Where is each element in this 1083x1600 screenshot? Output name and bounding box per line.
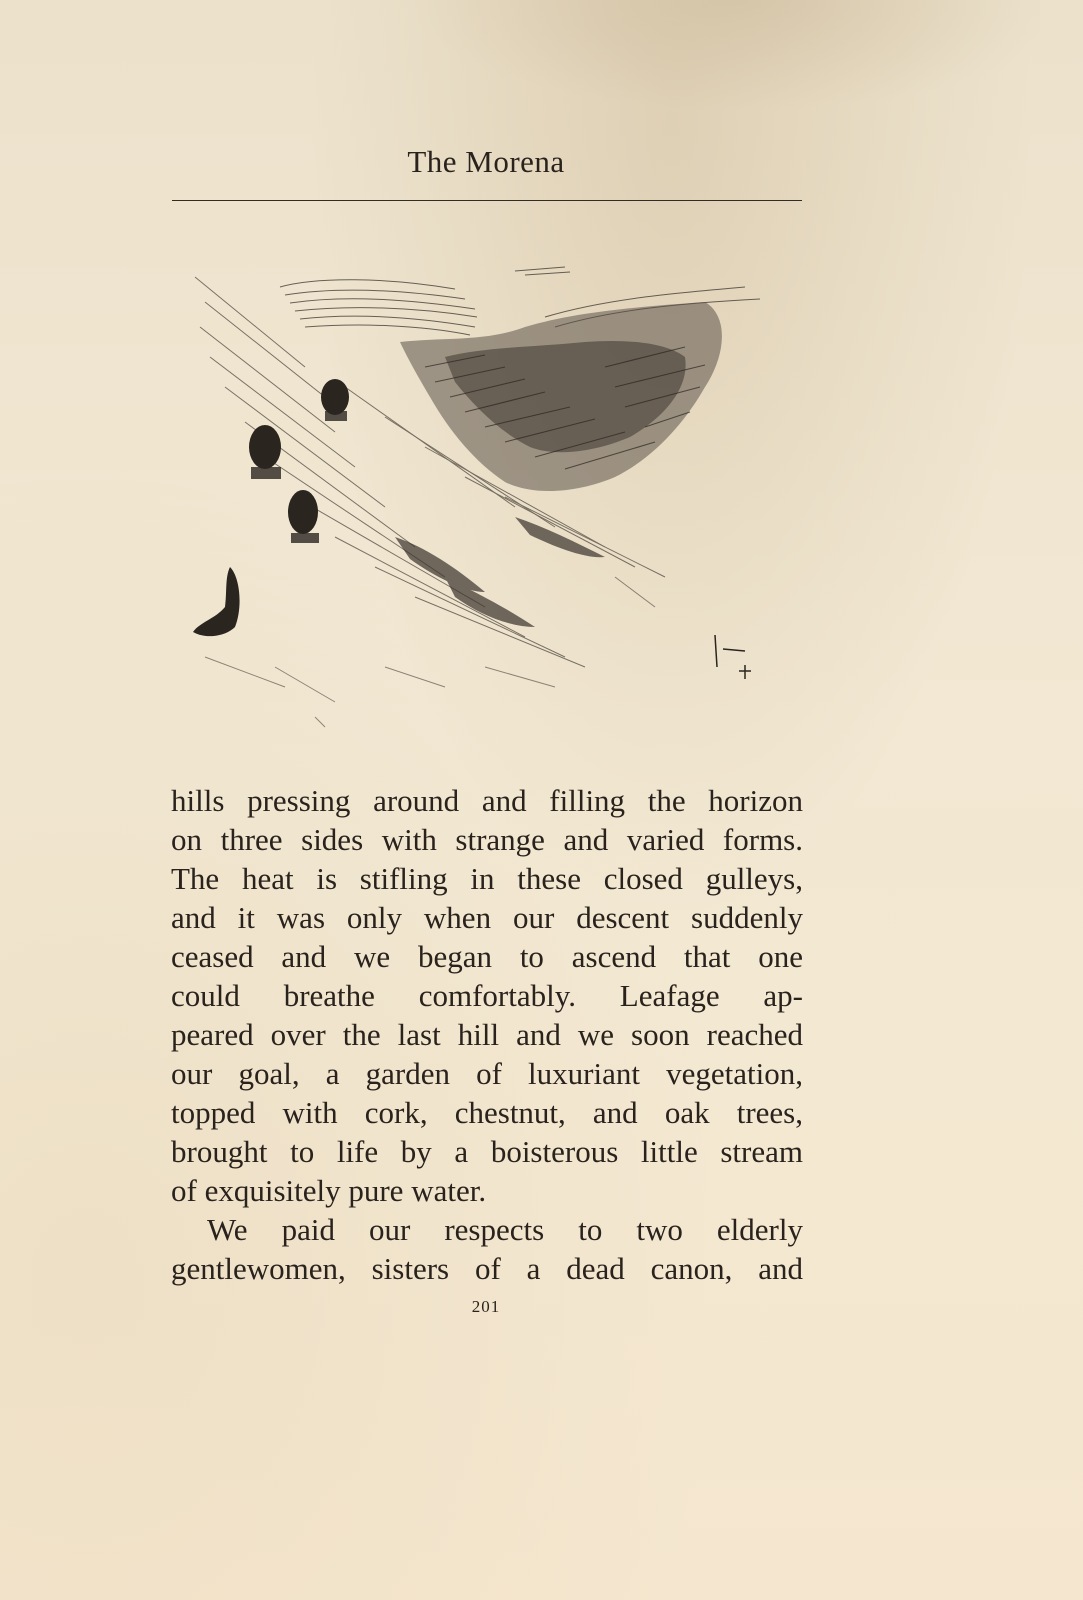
text-line: on three sides with strange and varied forms. [171, 822, 803, 857]
text-line: of exquisitely pure water. [171, 1173, 487, 1208]
text-line: ceased and we began to ascend that one [171, 939, 803, 974]
body-text [171, 781, 803, 1288]
text-line: could breathe comfortably. Leafage ap- [171, 978, 803, 1013]
mountain-pass-engraving [185, 247, 785, 747]
text-line: our goal, a garden of luxuriant vegetation, [171, 1056, 803, 1091]
text-line: and it was only when our descent suddenly [171, 900, 803, 935]
text-line: gentlewomen, sisters of a dead canon, and [171, 1251, 803, 1286]
text-line: The heat is stifling in these closed gulleys, [171, 861, 803, 896]
page-number: 201 [471, 1297, 501, 1316]
header-rule [172, 200, 802, 201]
text-line: We paid our respects to two elderly [207, 1212, 803, 1247]
paper-stain [380, 0, 1040, 120]
text-line: brought to life by a boisterous little stream [171, 1134, 803, 1169]
text-line: peared over the last hill and we soon reached [171, 1017, 803, 1052]
running-head: The Morena [407, 144, 565, 179]
text-line: hills pressing around and filling the horizon [171, 783, 803, 818]
text-line: topped with cork, chestnut, and oak trees, [171, 1095, 803, 1130]
